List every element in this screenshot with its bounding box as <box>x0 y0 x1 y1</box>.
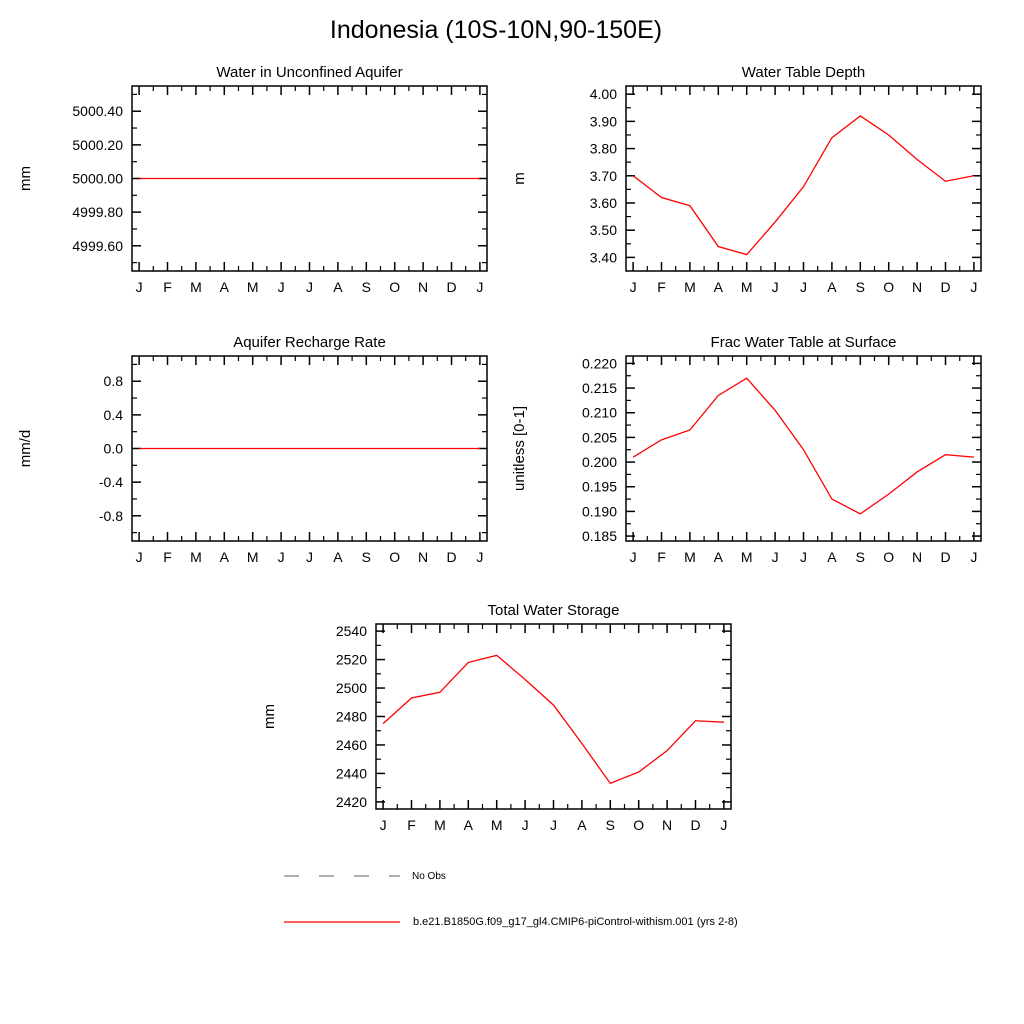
chart-aquifer-recharge-rate <box>4 328 514 620</box>
svg-text:N: N <box>662 817 673 833</box>
svg-text:F: F <box>407 817 416 833</box>
svg-text:0.215: 0.215 <box>581 380 617 397</box>
svg-text:Frac Water Table at Surface: Frac Water Table at Surface <box>710 334 897 351</box>
svg-text:A: A <box>333 549 343 565</box>
svg-text:J: J <box>521 817 529 833</box>
svg-text:D: D <box>690 817 701 833</box>
no-obs-dashed-line-icon <box>282 868 408 884</box>
svg-text:M: M <box>740 279 753 295</box>
legend-row-model-run <box>282 914 738 930</box>
svg-text:O: O <box>389 279 401 295</box>
svg-text:J: J <box>800 549 807 565</box>
svg-text:O: O <box>883 549 895 565</box>
svg-text:3.90: 3.90 <box>589 113 617 130</box>
svg-text:A: A <box>827 549 837 565</box>
svg-text:J: J <box>277 549 285 565</box>
legend-label-model-run: b.e21.B1850G.f09_g17_gl4.CMIP6-piControl-withism.001 (yrs 2-8) <box>413 916 738 928</box>
svg-text:2540: 2540 <box>335 623 367 640</box>
svg-text:0.8: 0.8 <box>103 373 123 390</box>
chart-water-table-depth <box>498 58 1008 350</box>
chart-total-water-storage <box>248 596 758 888</box>
svg-text:2520: 2520 <box>335 651 367 668</box>
svg-text:O: O <box>883 279 895 295</box>
svg-text:A: A <box>713 549 723 565</box>
svg-text:D: D <box>446 549 457 565</box>
svg-text:J: J <box>629 549 637 565</box>
svg-text:5000.00: 5000.00 <box>72 170 123 187</box>
svg-text:M: M <box>190 549 202 565</box>
svg-text:0.210: 0.210 <box>581 404 617 421</box>
svg-text:N: N <box>912 549 923 565</box>
legend-label-no-obs: No Obs <box>412 870 446 882</box>
svg-text:5000.20: 5000.20 <box>72 136 123 153</box>
svg-text:J: J <box>629 279 637 295</box>
svg-text:0.185: 0.185 <box>581 528 617 545</box>
svg-text:3.40: 3.40 <box>589 249 617 266</box>
svg-text:M: M <box>246 279 259 295</box>
svg-text:4999.60: 4999.60 <box>72 237 123 254</box>
svg-text:unitless [0-1]: unitless [0-1] <box>511 405 528 492</box>
svg-text:2420: 2420 <box>335 793 367 810</box>
svg-text:0.200: 0.200 <box>581 454 617 471</box>
svg-text:4999.80: 4999.80 <box>72 204 123 221</box>
svg-text:F: F <box>657 549 666 565</box>
svg-text:3.50: 3.50 <box>589 222 617 239</box>
svg-text:J: J <box>135 279 143 295</box>
svg-text:S: S <box>855 279 865 295</box>
svg-text:M: M <box>434 817 446 833</box>
svg-text:A: A <box>463 817 473 833</box>
svg-text:J: J <box>476 549 484 565</box>
svg-text:J: J <box>135 549 143 565</box>
svg-text:Total Water Storage: Total Water Storage <box>487 602 620 619</box>
svg-text:J: J <box>379 817 387 833</box>
svg-text:M: M <box>684 279 696 295</box>
svg-text:M: M <box>684 549 696 565</box>
svg-text:J: J <box>970 279 978 295</box>
svg-text:3.70: 3.70 <box>589 167 617 184</box>
svg-text:N: N <box>418 549 429 565</box>
svg-text:S: S <box>361 279 371 295</box>
svg-text:A: A <box>713 279 723 295</box>
svg-text:D: D <box>446 279 457 295</box>
svg-text:M: M <box>190 279 202 295</box>
svg-text:A: A <box>333 279 343 295</box>
svg-text:J: J <box>550 817 557 833</box>
svg-text:J: J <box>720 817 728 833</box>
svg-text:2500: 2500 <box>335 680 367 697</box>
svg-text:0.205: 0.205 <box>581 429 617 446</box>
svg-text:Aquifer Recharge Rate: Aquifer Recharge Rate <box>233 334 386 351</box>
page-title: Indonesia (10S-10N,90-150E) <box>329 16 663 44</box>
svg-text:-0.8: -0.8 <box>98 507 123 524</box>
svg-text:0.195: 0.195 <box>581 478 617 495</box>
svg-text:J: J <box>306 549 313 565</box>
svg-text:S: S <box>855 549 865 565</box>
svg-text:F: F <box>163 279 172 295</box>
svg-text:J: J <box>970 549 978 565</box>
svg-text:D: D <box>940 279 951 295</box>
svg-text:2440: 2440 <box>335 765 367 782</box>
svg-text:O: O <box>633 817 645 833</box>
svg-text:M: M <box>246 549 259 565</box>
svg-text:0.4: 0.4 <box>103 406 123 423</box>
svg-text:-0.4: -0.4 <box>98 474 123 491</box>
chart-frac-water-table-at-surface <box>498 328 1008 620</box>
svg-text:J: J <box>476 279 484 295</box>
svg-text:M: M <box>740 549 753 565</box>
legend <box>282 868 738 930</box>
svg-text:3.60: 3.60 <box>589 194 617 211</box>
svg-text:N: N <box>418 279 429 295</box>
svg-text:mm: mm <box>17 166 34 191</box>
svg-text:S: S <box>361 549 371 565</box>
svg-text:A: A <box>219 549 229 565</box>
svg-text:5000.40: 5000.40 <box>72 103 123 120</box>
svg-text:4.00: 4.00 <box>589 86 617 103</box>
svg-text:M: M <box>490 817 503 833</box>
svg-text:J: J <box>800 279 807 295</box>
svg-text:F: F <box>657 279 666 295</box>
chart-water-in-unconfined-aquifer <box>4 58 514 350</box>
svg-text:0.220: 0.220 <box>581 355 617 372</box>
svg-text:J: J <box>306 279 313 295</box>
svg-text:J: J <box>771 549 779 565</box>
svg-text:J: J <box>771 279 779 295</box>
svg-text:2480: 2480 <box>335 708 367 725</box>
svg-text:Water Table Depth: Water Table Depth <box>741 64 866 81</box>
legend-row-no-obs <box>282 868 738 884</box>
svg-text:D: D <box>940 549 951 565</box>
svg-text:J: J <box>277 279 285 295</box>
svg-text:3.80: 3.80 <box>589 140 617 157</box>
model-run-line-icon <box>282 914 408 930</box>
svg-text:2460: 2460 <box>335 736 367 753</box>
svg-text:N: N <box>912 279 923 295</box>
svg-text:0.190: 0.190 <box>581 503 617 520</box>
svg-text:mm/d: mm/d <box>17 429 34 468</box>
svg-text:A: A <box>577 817 587 833</box>
svg-text:0.0: 0.0 <box>103 440 123 457</box>
svg-text:A: A <box>219 279 229 295</box>
svg-text:mm: mm <box>261 704 278 729</box>
svg-text:F: F <box>163 549 172 565</box>
svg-text:m: m <box>511 172 528 185</box>
svg-text:O: O <box>389 549 401 565</box>
svg-text:S: S <box>605 817 615 833</box>
svg-text:A: A <box>827 279 837 295</box>
svg-text:Water in Unconfined Aquifer: Water in Unconfined Aquifer <box>216 64 403 81</box>
